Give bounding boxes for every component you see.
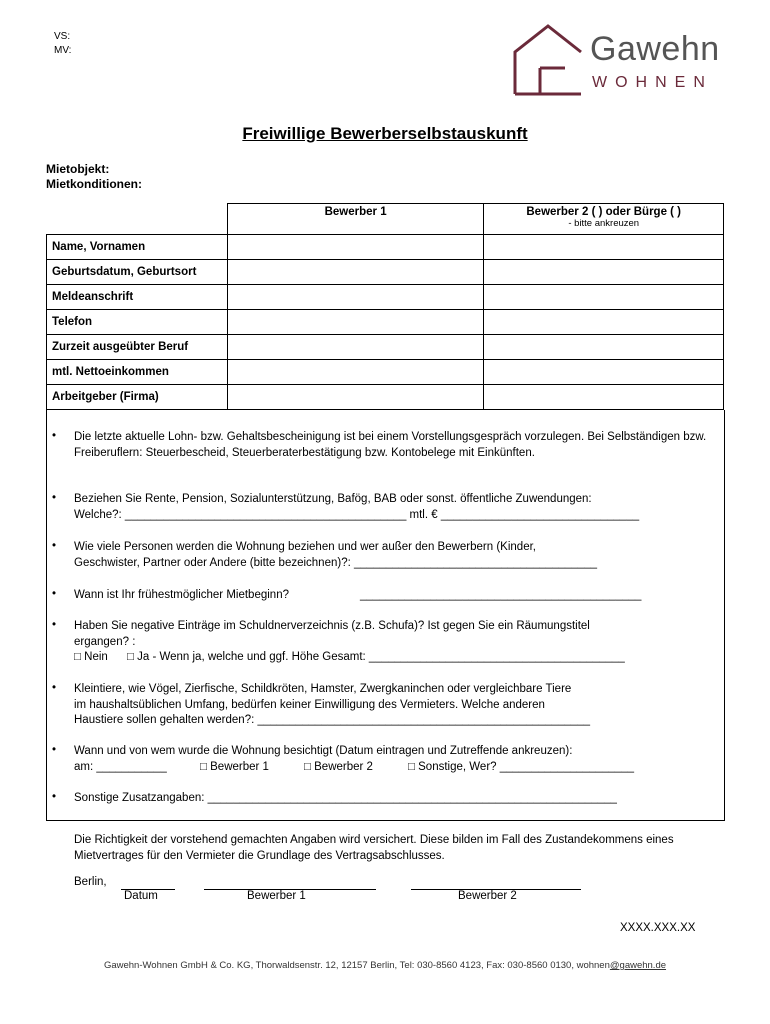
field-bewerber2[interactable] <box>484 260 724 285</box>
signature-bewerber1-label: Bewerber 1 <box>247 890 306 902</box>
signature-datum-label: Datum <box>124 890 158 902</box>
bullet-icon: • <box>52 430 57 442</box>
bullet-schufa <box>74 619 714 666</box>
bullet-personen-q: Wie viele Personen werden die Wohnung beziehen und wer außer den Bewerbern (Kinder, <box>74 541 536 553</box>
col-bewerber2-sub: - bitte ankreuzen <box>568 218 640 229</box>
bullet-haustiere <box>74 682 714 729</box>
bullet-besichtigung <box>74 744 714 775</box>
footer-text: Gawehn-Wohnen GmbH & Co. KG, Thorwaldsenstr. 12, 12157 Berlin, Tel: 030-8560 4123, Fax: 030-8560 0130, wohnen <box>103 960 610 971</box>
table-row <box>47 385 724 410</box>
page-title: Freiwillige Bewerberselbstauskunft <box>242 124 528 143</box>
bullet-zusatz[interactable]: Sonstige Zusatzangaben: ________________________________________________________________ <box>74 792 617 804</box>
meta-block <box>46 162 142 192</box>
row-label: Telefon <box>47 310 228 335</box>
bullet-lohn: Die letzte aktuelle Lohn- bzw. Gehaltsbescheinigung ist bei einem Vorstellungsgespräch vorzulegen. Bei Selbständigen bzw. Freiberuflern: Steuerbescheid, Steuerberaterbestätigung bzw. Kontobelege mit Einkünften. <box>74 431 707 459</box>
vs-label: VS: <box>54 31 71 42</box>
row-label: Zurzeit ausgeübter Beruf <box>47 335 228 360</box>
logo-wordmark: Gawehn <box>590 30 720 68</box>
document-code: XXXX.XXX.XX <box>620 922 696 934</box>
bullet-schufa-q2: ergangen? : <box>74 635 136 648</box>
mietobjekt-label: Mietobjekt: <box>46 162 110 176</box>
bullet-icon: • <box>52 540 57 552</box>
footer-email-link[interactable]: @gawehn.de <box>609 960 667 971</box>
bullet-icon: • <box>52 791 57 803</box>
applicant-table <box>46 203 724 410</box>
bullet-icon: • <box>52 682 57 694</box>
bullet-icon: • <box>52 588 57 600</box>
signature-city: Berlin, <box>74 876 107 888</box>
besichtigung-date-field[interactable]: am: ___________ <box>74 760 167 773</box>
footer <box>0 960 770 971</box>
bullet-schufa-q1: Haben Sie negative Einträge im Schuldnerverzeichnis (z.B. Schufa)? Ist gegen Sie ein Räumungstitel <box>74 620 590 632</box>
mv-label: MV: <box>54 45 72 56</box>
field-bewerber1[interactable] <box>227 260 484 285</box>
field-bewerber2[interactable] <box>484 235 724 260</box>
row-label: Arbeitgeber (Firma) <box>47 385 228 410</box>
field-bewerber1[interactable] <box>227 335 484 360</box>
field-bewerber2[interactable] <box>484 285 724 310</box>
row-label: Geburtsdatum, Geburtsort <box>47 260 228 285</box>
field-bewerber1[interactable] <box>227 285 484 310</box>
bullet-schufa-options <box>74 650 714 666</box>
header-fields <box>54 30 71 58</box>
mietkonditionen-label: Mietkonditionen: <box>46 177 142 191</box>
table-header <box>47 204 724 235</box>
row-label: Meldeanschrift <box>47 285 228 310</box>
col-bewerber1: Bewerber 1 <box>227 204 484 235</box>
bewerber2-checkbox[interactable]: □ Bewerber 2 <box>304 760 373 773</box>
bullet-haustiere-l1: Kleintiere, wie Vögel, Zierfische, Schildkröten, Hamster, Zwergkaninchen oder vergleichbare Tiere <box>74 683 572 695</box>
bullet-besichtigung-q: Wann und von wem wurde die Wohnung besichtigt (Datum eintragen und Zutreffende ankreuzen): <box>74 745 573 757</box>
bullet-rente-q: Beziehen Sie Rente, Pension, Sozialunterstützung, Bafög, BAB oder sonst. öffentliche Zuwendungen: <box>74 493 592 505</box>
header-blank-cell <box>47 204 228 235</box>
table-row <box>47 310 724 335</box>
closing-statement: Die Richtigkeit der vorstehend gemachten Angaben wird versichert. Diese bilden im Fall des Zustandekommens eines Mietvertrages für den Vermieter die Grundlage des Vertragsabschlusses. <box>74 834 674 862</box>
bullet-haustiere-l2: im haushaltsüblichen Umfang, bedürfen keiner Einwilligung des Vermieters. Welche anderen <box>74 698 545 711</box>
logo-subtitle: WOHNEN <box>592 74 713 91</box>
bullet-besichtigung-options <box>74 760 714 776</box>
ja-checkbox[interactable]: □ Ja - Wenn ja, welche und ggf. Höhe Gesamt: ________________________________________ <box>126 651 625 663</box>
table-row <box>47 285 724 310</box>
table-row <box>47 260 724 285</box>
signature-bewerber2-label: Bewerber 2 <box>458 890 517 902</box>
bullet-personen <box>74 540 714 571</box>
field-bewerber1[interactable] <box>227 360 484 385</box>
field-bewerber2[interactable] <box>484 335 724 360</box>
bullet-mietbeginn-field[interactable]: ____________________________________________ <box>360 589 642 601</box>
col-bewerber2-label: Bewerber 2 ( ) oder Bürge ( ) <box>526 206 682 218</box>
table-row <box>47 235 724 260</box>
nein-checkbox[interactable]: □ Nein <box>74 651 108 663</box>
row-label: Name, Vornamen <box>47 235 228 260</box>
bullet-rente <box>74 492 714 523</box>
field-bewerber2[interactable] <box>484 385 724 410</box>
bullet-haustiere-field[interactable]: Haustiere sollen gehalten werden?: ____________________________________________________ <box>74 714 591 726</box>
field-bewerber2[interactable] <box>484 310 724 335</box>
bullet-icon: • <box>52 744 57 756</box>
field-bewerber1[interactable] <box>227 235 484 260</box>
bullet-mietbeginn <box>74 588 714 604</box>
bullet-icon: • <box>52 619 57 631</box>
row-label: mtl. Nettoeinkommen <box>47 360 228 385</box>
table-row <box>47 360 724 385</box>
sonstige-checkbox[interactable]: □ Sonstige, Wer? _____________________ <box>408 760 635 773</box>
bullet-icon: • <box>52 492 57 504</box>
field-bewerber1[interactable] <box>227 310 484 335</box>
bewerber1-checkbox[interactable]: □ Bewerber 1 <box>200 760 269 773</box>
table-row <box>47 335 724 360</box>
col-bewerber2 <box>484 204 724 235</box>
field-bewerber1[interactable] <box>227 385 484 410</box>
bullet-mietbeginn-q: Wann ist Ihr frühestmöglicher Mietbeginn? <box>74 589 289 601</box>
field-bewerber2[interactable] <box>484 360 724 385</box>
bullet-personen-field[interactable]: Geschwister, Partner oder Andere (bitte bezeichnen)?: ______________________________________ <box>74 556 598 569</box>
bullet-rente-field[interactable]: Welche?: ____________________________________________ mtl. € _______________________________ <box>74 508 640 521</box>
